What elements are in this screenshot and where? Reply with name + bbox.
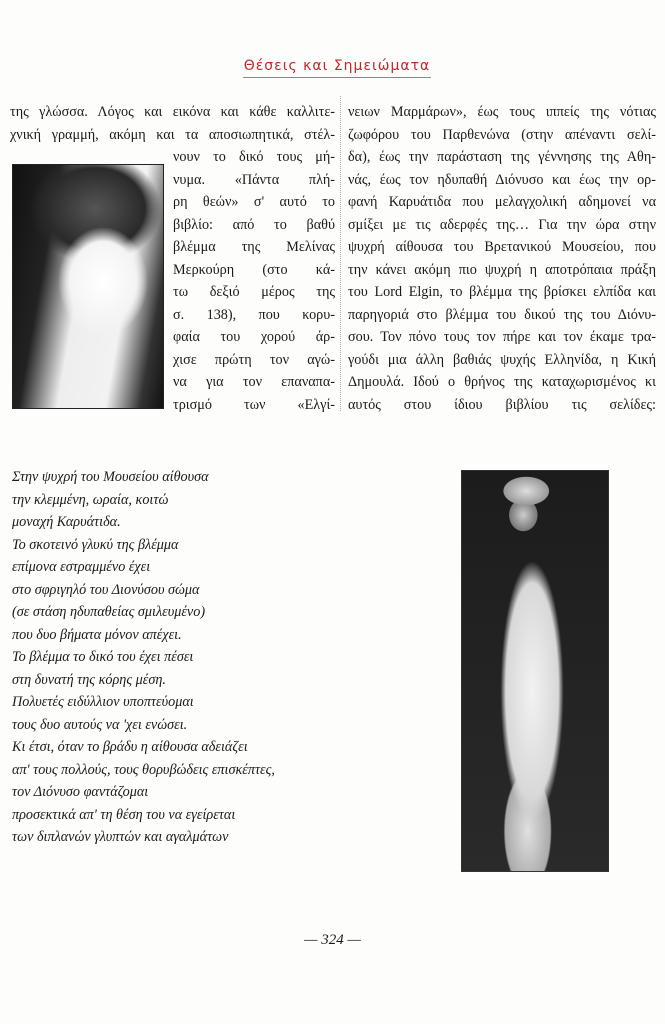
poem [12,466,275,849]
caryatid-statue-photo [461,470,609,872]
text-line: που δυο βήματα μόνον απέχει. [12,626,182,643]
text-line: απ' τους πολλούς, τους θορυβώδεις επισκέπτες, [12,761,275,778]
text-line: φανή Καρυάτιδα που μελαγχολική αδημονεί να [348,194,656,210]
page-number: — 324 — [304,932,361,948]
text-line: την κλεμμένη, ωραία, κοιτώ [12,491,169,508]
text-line: Στην ψυχρή του Μουσείου αίθουσα [12,469,209,485]
text-line: των διπλανών γλυπτών και αγαλμάτων [12,829,229,845]
text-line: τρισμό των «Ελγί- [173,396,335,413]
text-line: φαία του χορού άρ- [173,329,335,345]
text-line: Δημουλά. Ιδού ο θρήνος της καταχωρισμένος κι [348,374,656,390]
text-line: ρη θεών» σ' αυτό το [173,194,335,210]
text-line: Μερκούρη (στο κά- [173,261,335,278]
text-line: στο σφριγηλό του Διονύσου σώμα [12,581,200,598]
text-line: νάς, έως τον ηδυπαθή Διόνυσο και έως την ορ- [348,171,656,188]
text-line: Πολυετές ειδύλλιον υποπτεύομαι [12,694,194,710]
text-line: την κάνει ακόμη πιο ψυχρή η αποτρόπαια πράξη [348,261,656,278]
text-line: Το βλέμμα το δικό του έχει πέσει [12,649,194,665]
text-line: τω δεξιό μέρος της [173,284,335,300]
text-line: γούδι μια άλλη βαθιάς ψυχής Ελληνίδα, η Κική [348,351,656,368]
text-line: νυμα. «Πάντα πλή- [173,171,335,188]
running-header: Θέσεις και Σημειώματα [243,58,431,78]
text-line: στη δυνατή της κόρης μέση. [12,671,166,688]
text-line: χνική γραμμή, ακόμη και τα αποσιωπητικά, στέλ- [10,126,335,143]
text-line: τον Διόνυσο φαντάζομαι [12,784,149,800]
text-line: (σε στάση ηδυπαθείας σμιλευμένο) [12,604,206,620]
text-line: δα), έως την παράσταση της γέννησης της Αθη- [348,149,656,165]
text-line: νειων Μαρμάρων», έως τους ιππείς της νότιας [348,104,656,120]
text-line: της γλώσσα. Λόγος και εικόνα και κάθε καλλιτε- [10,104,335,120]
text-line: σ. 138), που κορυ- [173,306,335,323]
melina-mercouri-photo [12,164,164,409]
text-line: ζωφόρου του Παρθενώνα (στην απέναντι σελί- [348,126,656,143]
text-line: Το σκοτεινό γλυκύ της βλέμμα [12,536,179,553]
text-line: χισε πρώτη τον αγώ- [173,351,335,368]
text-line: σμίξει με τις αδερφές της… Για την ώρα στην [348,216,656,233]
column-divider [340,96,341,411]
text-line: ψυχρή αίθουσα του Βρετανικού Μουσείου, που [348,239,656,255]
text-line: βλέμμα της Μελίνας [173,239,335,255]
text-line: βιβλίο: από το βαθύ [173,216,335,233]
text-line: αυτός στου ίδιου βιβλίου τις σελίδες: [348,396,656,413]
text-line: του Lord Elgin, το βλέμμα της βρίσκει ελπίδα και [348,284,656,300]
right-column-text [348,101,656,416]
text-line: Κι έτσι, όταν το βράδυ η αίθουσα αδειάζει [12,739,248,755]
text-line: νουν το δικό τους μή- [173,149,335,165]
text-line: μοναχή Καρυάτιδα. [12,514,121,530]
text-line: επίμονα εστραμμένο έχει [12,559,151,575]
text-line: σου. Τον πόνο τους τον πήρε και τον έκαμε τρα- [348,329,656,345]
text-line: τους δυο αυτούς να 'χει ενώσει. [12,716,188,733]
text-line: να για τον επαναπα- [173,374,335,390]
text-line: προσεκτικά απ' τη θέση του να εγείρεται [12,806,236,823]
text-line: παρηγοριά στο βλέμμα του δικού της του Διόνυ- [348,306,656,323]
